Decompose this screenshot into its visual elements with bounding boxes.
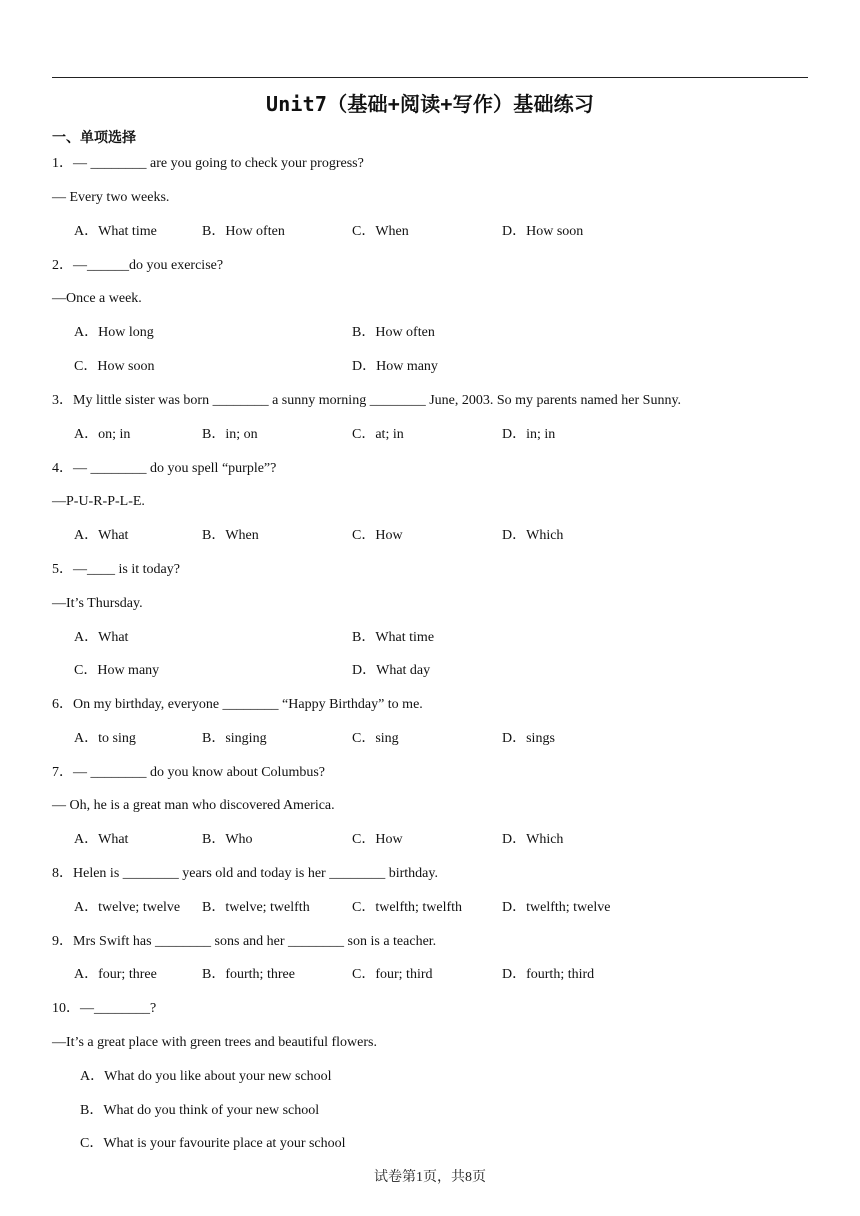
option-a[interactable]: A．What: [74, 630, 129, 645]
option-c[interactable]: C．at; in: [352, 427, 404, 442]
option-c[interactable]: C．four; third: [352, 967, 433, 982]
option-b[interactable]: B．in; on: [202, 427, 258, 442]
question-stem: 8．Helen is ________ years old and today is her ________ birthday.: [52, 866, 438, 881]
option-c[interactable]: C．How: [352, 528, 403, 543]
question-response: —P-U-R-P-L-E.: [52, 494, 145, 509]
option-c[interactable]: C．How: [352, 832, 403, 847]
option-c[interactable]: C．twelfth; twelfth: [352, 900, 463, 915]
option-d[interactable]: D．twelfth; twelve: [502, 900, 611, 915]
question-response: —Once a week.: [52, 291, 142, 306]
page-footer: 试卷第1页，共8页: [374, 1170, 486, 1185]
question-stem: 1．— ________ are you going to check your progress?: [52, 156, 364, 171]
option-d[interactable]: D．How many: [352, 359, 438, 374]
option-a[interactable]: A．on; in: [74, 427, 131, 442]
option-c[interactable]: C．sing: [352, 731, 399, 746]
option-b[interactable]: B．How often: [202, 224, 285, 239]
option-a[interactable]: A．four; three: [74, 967, 157, 982]
option-d[interactable]: D．Which: [502, 832, 564, 847]
option-a[interactable]: A．What: [74, 528, 129, 543]
section-heading: 一、单项选择: [52, 130, 136, 146]
option-a[interactable]: A．What time: [74, 224, 157, 239]
option-b[interactable]: B．How often: [352, 325, 435, 340]
option-b[interactable]: B．singing: [202, 731, 267, 746]
option-b[interactable]: B．When: [202, 528, 259, 543]
option-b[interactable]: B．Who: [202, 832, 253, 847]
question-stem: 10．—________?: [52, 1001, 157, 1016]
question-stem: 2．—______do you exercise?: [52, 258, 224, 273]
header-rule: [52, 77, 808, 78]
option-c[interactable]: C．How soon: [74, 359, 155, 374]
option-b[interactable]: B．What time: [352, 630, 435, 645]
option-d[interactable]: D．Which: [502, 528, 564, 543]
option-d[interactable]: D．How soon: [502, 224, 584, 239]
option-b[interactable]: B．fourth; three: [202, 967, 295, 982]
option-b[interactable]: B．twelve; twelfth: [202, 900, 310, 915]
option-a[interactable]: A．How long: [74, 325, 154, 340]
option-a[interactable]: A．What do you like about your new school: [80, 1069, 332, 1084]
option-c[interactable]: C．What is your favourite place at your school: [80, 1136, 346, 1151]
question-stem: 7．— ________ do you know about Columbus?: [52, 765, 325, 780]
question-stem: 9．Mrs Swift has ________ sons and her ________ son is a teacher.: [52, 934, 437, 949]
option-b[interactable]: B．What do you think of your new school: [80, 1103, 320, 1118]
option-d[interactable]: D．in; in: [502, 427, 556, 442]
question-response: —It’s a great place with green trees and beautiful flowers.: [52, 1035, 377, 1050]
question-stem: 3．My little sister was born ________ a sunny morning ________ June, 2003. So my parents named her Sunny.: [52, 393, 682, 408]
option-c[interactable]: C．When: [352, 224, 409, 239]
option-c[interactable]: C．How many: [74, 663, 160, 678]
option-d[interactable]: D．What day: [352, 663, 431, 678]
question-response: — Oh, he is a great man who discovered America.: [52, 798, 335, 813]
question-response: — Every two weeks.: [52, 190, 170, 205]
question-stem: 6．On my birthday, everyone ________ “Happy Birthday” to me.: [52, 697, 423, 712]
option-d[interactable]: D．fourth; third: [502, 967, 595, 982]
option-d[interactable]: D．sings: [502, 731, 555, 746]
question-stem: 5．—____ is it today?: [52, 562, 180, 577]
option-a[interactable]: A．twelve; twelve: [74, 900, 181, 915]
option-a[interactable]: A．to sing: [74, 731, 136, 746]
page-title: Unit7（基础+阅读+写作）基础练习: [265, 92, 595, 116]
question-response: —It’s Thursday.: [52, 596, 143, 611]
option-a[interactable]: A．What: [74, 832, 129, 847]
question-stem: 4．— ________ do you spell “purple”?: [52, 461, 277, 476]
